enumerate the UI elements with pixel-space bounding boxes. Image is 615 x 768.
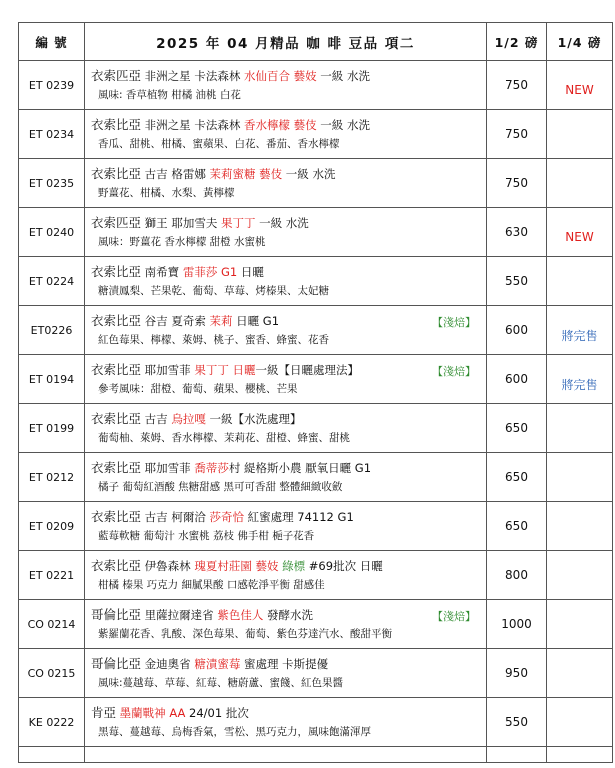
item-flavor-notes: 風味: 香草植物 柑橘 油桃 白花 <box>98 89 241 101</box>
status-badge <box>547 404 613 453</box>
item-bean-name: 茉莉蜜糖 藝伎 <box>209 167 283 181</box>
status-badge <box>547 453 613 502</box>
item-flavor-notes: 風味：野薑花 香水檸檬 甜橙 水蜜桃 <box>98 236 266 248</box>
blank-cell <box>487 747 547 763</box>
item-flavor-notes: 參考風味：甜橙、葡萄、蘋果、櫻桃、芒果 <box>98 383 298 395</box>
table-row <box>19 257 613 306</box>
item-bean-name: 莎奇恰 <box>209 510 244 524</box>
price-half-pound: 600 <box>487 306 547 355</box>
table-row <box>19 649 613 698</box>
price-half-pound: 550 <box>487 698 547 747</box>
item-flavor-notes: 紅色莓果、檸檬、萊姆、桃子、蜜香、蜂蜜、花香 <box>98 334 329 346</box>
item-origin: 衣索比亞 <box>91 362 142 377</box>
header-row <box>19 23 613 61</box>
item-description <box>85 649 487 698</box>
item-code: ET 0221 <box>19 551 85 600</box>
item-region: 南希寶 <box>141 265 183 279</box>
item-title-line <box>91 311 480 331</box>
item-process: 發酵水洗 <box>263 608 313 622</box>
item-title-line <box>91 262 480 282</box>
table-row <box>19 404 613 453</box>
item-description <box>85 208 487 257</box>
item-title-line <box>91 66 480 86</box>
item-region: 古吉 <box>141 412 172 426</box>
item-flavor-notes: 香瓜、甜桃、柑橘、蜜蘋果、白花、番茄、香水檸檬 <box>98 138 340 150</box>
item-bean-name: 烏拉嘎 <box>171 412 206 426</box>
blank-cell <box>19 747 85 763</box>
item-flavor-notes: 黑莓、蔓越莓、烏梅香氣，雪松、黑巧克力，風味飽滿渾厚 <box>98 726 371 738</box>
table-row <box>19 208 613 257</box>
table-row <box>19 453 613 502</box>
item-process: 紅蜜處理 74112 G1 <box>243 510 354 524</box>
status-badge <box>547 159 613 208</box>
item-region: 非洲之星 卡法森林 <box>141 69 244 83</box>
item-title-line <box>91 213 480 233</box>
item-title-line <box>91 703 480 723</box>
item-region: 伊魯森林 <box>141 559 195 573</box>
item-flavor-notes: 風味:蔓越莓、草莓、紅莓、糖蔚蘆、蜜餞、紅色果醬 <box>98 677 344 689</box>
item-process: 一級 水洗 <box>282 167 336 181</box>
status-badge: 將完售 <box>547 355 613 404</box>
item-region: 耶加雪菲 <box>141 461 195 475</box>
item-code: ET 0240 <box>19 208 85 257</box>
item-process: 一級 水洗 <box>316 69 370 83</box>
item-origin: 衣索比亞 <box>91 313 142 328</box>
item-description <box>85 698 487 747</box>
item-description <box>85 110 487 159</box>
item-description <box>85 61 487 110</box>
item-process: 一級 水洗 <box>255 216 309 230</box>
item-bean-name: 果丁丁 日曬 <box>194 363 256 377</box>
item-region: 耶加雪菲 <box>141 363 195 377</box>
item-title-line <box>91 458 480 478</box>
table-row <box>19 698 613 747</box>
price-half-pound: 600 <box>487 355 547 404</box>
status-badge <box>547 502 613 551</box>
header-quarter-pound: 1/4 磅 <box>547 23 613 61</box>
item-process: 村 緹格斯小農 厭氧日曬 G1 <box>228 461 372 475</box>
item-description <box>85 159 487 208</box>
item-bean-name: 茉莉 <box>209 314 233 328</box>
price-half-pound: 650 <box>487 502 547 551</box>
status-badge <box>547 600 613 649</box>
item-flavor-notes: 野薑花、柑橘、水梨、黃檸檬 <box>98 187 235 199</box>
table-row <box>19 502 613 551</box>
header-title: 2025 年 04 月精品 咖 啡 豆品 項二 <box>85 23 487 61</box>
item-code: ET 0234 <box>19 110 85 159</box>
item-region: 非洲之星 卡法森林 <box>141 118 244 132</box>
item-code: ET 0194 <box>19 355 85 404</box>
item-code: ET0226 <box>19 306 85 355</box>
price-half-pound: 750 <box>487 159 547 208</box>
item-origin: 哥倫比亞 <box>91 656 142 671</box>
status-badge <box>547 110 613 159</box>
item-bean-name: 紫色佳人 <box>217 608 264 622</box>
item-description <box>85 600 487 649</box>
item-region: 金迪奧省 <box>141 657 195 671</box>
table-row <box>19 110 613 159</box>
item-origin: 衣索比亞 <box>91 509 142 524</box>
status-badge: NEW <box>547 61 613 110</box>
item-process: 日曬 G1 <box>232 314 280 328</box>
item-title-line <box>91 654 480 674</box>
table-row <box>19 306 613 355</box>
item-bean-name: 瑰夏村莊園 藝妓 <box>194 559 279 573</box>
item-region: 獅王 耶加雪夫 <box>141 216 221 230</box>
item-description <box>85 453 487 502</box>
item-process: 一級【水洗處理】 <box>205 412 302 426</box>
item-code: KE 0222 <box>19 698 85 747</box>
item-region: 古吉 格雷娜 <box>141 167 210 181</box>
item-code: ET 0212 <box>19 453 85 502</box>
header-half-pound: 1/2 磅 <box>487 23 547 61</box>
status-badge <box>547 551 613 600</box>
price-half-pound: 630 <box>487 208 547 257</box>
item-bean-name: 水仙百合 藝妓 <box>243 69 317 83</box>
item-title-line <box>91 115 480 135</box>
item-title-line <box>91 409 480 429</box>
table-row <box>19 159 613 208</box>
price-half-pound: 550 <box>487 257 547 306</box>
item-title-line <box>91 507 480 527</box>
price-half-pound: 750 <box>487 61 547 110</box>
item-bean-name: 喬蒂莎 <box>194 461 229 475</box>
item-region: 里薩拉爾達省 <box>141 608 218 622</box>
item-origin: 衣索比亞 <box>91 558 142 573</box>
price-half-pound: 650 <box>487 453 547 502</box>
item-batch: #69批次 日曬 <box>305 559 383 573</box>
item-code: CO 0215 <box>19 649 85 698</box>
roast-level-tag: 【淺焙】 <box>432 365 476 378</box>
item-flavor-notes: 藍莓軟糖 葡萄汁 水蜜桃 荔枝 佛手柑 梔子花香 <box>98 530 315 542</box>
header-code: 編 號 <box>19 23 85 61</box>
table-row <box>19 355 613 404</box>
price-half-pound: 800 <box>487 551 547 600</box>
item-flavor-notes: 糖漬鳳梨、芒果乾、葡萄、草莓、烤榛果、太妃糖 <box>98 285 329 297</box>
item-origin: 衣索比亞 <box>91 166 142 181</box>
item-description <box>85 404 487 453</box>
item-code: ET 0239 <box>19 61 85 110</box>
table-row <box>19 551 613 600</box>
coffee-menu-table <box>18 22 613 763</box>
item-description <box>85 551 487 600</box>
price-half-pound: 950 <box>487 649 547 698</box>
item-label-green: 綠標 <box>282 559 306 573</box>
item-bean-name: 墨蘭戰神 AA <box>119 706 186 720</box>
status-badge: NEW <box>547 208 613 257</box>
item-process: 一級 水洗 <box>316 118 370 132</box>
item-title-line <box>91 164 480 184</box>
blank-cell <box>547 747 613 763</box>
item-process: 蜜處理 卡斯提優 <box>240 657 329 671</box>
item-bean-name: 果丁丁 <box>220 216 256 230</box>
price-half-pound: 650 <box>487 404 547 453</box>
item-origin: 肯亞 <box>91 705 117 720</box>
item-code: CO 0214 <box>19 600 85 649</box>
item-region: 谷吉 夏奇索 <box>141 314 210 328</box>
item-region: 古吉 柯爾洽 <box>141 510 210 524</box>
item-bean-name: 香水檸檬 藝伎 <box>243 118 317 132</box>
table-row <box>19 61 613 110</box>
status-badge <box>547 698 613 747</box>
item-origin: 衣索匹亞 <box>91 68 142 83</box>
roast-level-tag: 【淺焙】 <box>432 610 476 623</box>
roast-level-tag: 【淺焙】 <box>432 316 476 329</box>
item-origin: 衣索比亞 <box>91 411 142 426</box>
item-code: ET 0235 <box>19 159 85 208</box>
blank-cell <box>85 747 487 763</box>
item-process: 24/01 批次 <box>185 706 249 720</box>
item-process: 一級【日曬處理法】 <box>255 363 359 377</box>
item-flavor-notes: 橘子 葡萄紅酒酸 焦糖甜感 黑可可香甜 整體細緻收斂 <box>98 481 343 493</box>
item-bean-name: 雷菲莎 G1 <box>182 265 238 279</box>
item-code: ET 0209 <box>19 502 85 551</box>
price-half-pound: 750 <box>487 110 547 159</box>
status-badge <box>547 649 613 698</box>
item-origin: 衣索比亞 <box>91 264 142 279</box>
status-badge <box>547 257 613 306</box>
item-bean-name: 糖漬蜜莓 <box>194 657 241 671</box>
price-half-pound: 1000 <box>487 600 547 649</box>
item-description <box>85 355 487 404</box>
item-description <box>85 257 487 306</box>
item-title-line <box>91 360 480 380</box>
item-description <box>85 502 487 551</box>
item-flavor-notes: 紫羅蘭花香、乳酸、深色莓果、葡萄、紫色芬達汽水、酸甜平衡 <box>98 628 392 640</box>
item-origin: 衣索比亞 <box>91 117 142 132</box>
item-code: ET 0199 <box>19 404 85 453</box>
item-origin: 哥倫比亞 <box>91 607 142 622</box>
item-flavor-notes: 柑橘 榛果 巧克力 細膩果酸 口感乾淨平衡 甜感佳 <box>98 579 325 591</box>
item-code: ET 0224 <box>19 257 85 306</box>
item-flavor-notes: 葡萄柚、萊姆、香水檸檬、茉莉花、甜橙、蜂蜜、甜桃 <box>98 432 350 444</box>
item-process: 日曬 <box>237 265 264 279</box>
item-origin: 衣索比亞 <box>91 460 142 475</box>
status-badge: 將完售 <box>547 306 613 355</box>
item-title-line <box>91 556 480 576</box>
item-origin: 衣索匹亞 <box>91 215 142 230</box>
table-row <box>19 600 613 649</box>
item-description <box>85 306 487 355</box>
blank-row <box>19 747 613 763</box>
item-title-line <box>91 605 480 625</box>
